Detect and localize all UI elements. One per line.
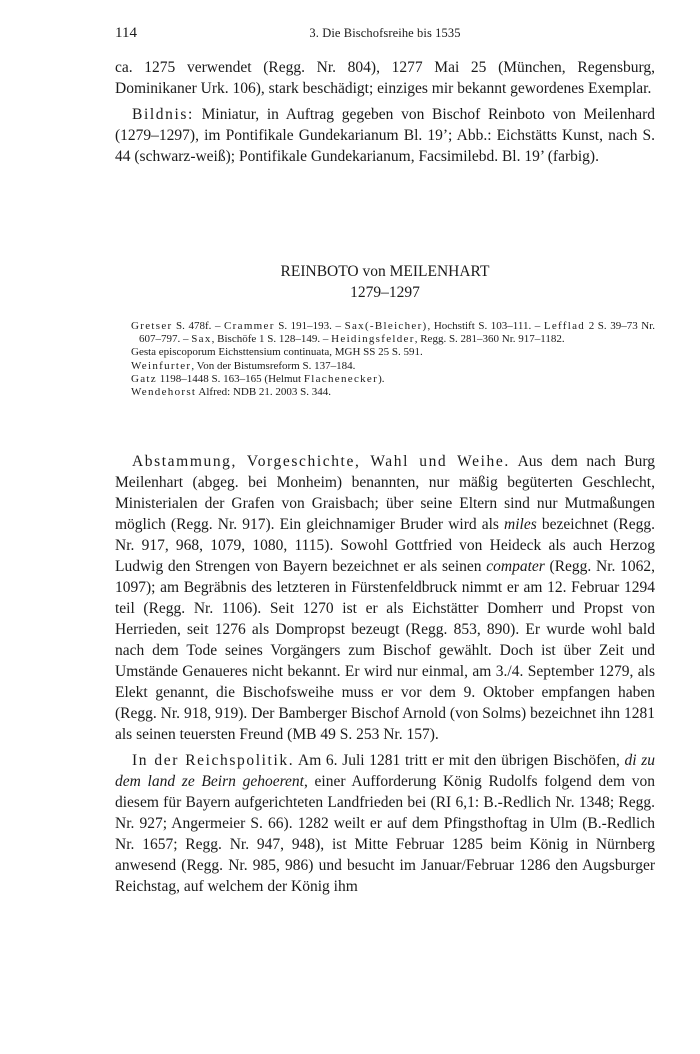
section-years: 1279–1297 bbox=[350, 284, 420, 301]
literature-line: Gretser S. 478f. – Crammer S. 191–193. – Sax(-Bleicher), Hochstift S. 103–111. – Lefflad 2 S. 39–73 Nr. 607–797. – Sax, Bischöfe 1 S. 128–149. – Heidingsfelder, Regg. S. 281–360 Nr. 917–1182. bbox=[131, 320, 656, 346]
section-title: REINBOTO von MEILENHART bbox=[280, 263, 490, 280]
literature-line: Gesta episcoporum Eichsttensium continuata, MGH SS 25 S. 591. bbox=[131, 346, 423, 359]
bildnis-paragraph bbox=[115, 104, 655, 167]
body-text bbox=[115, 451, 655, 897]
body-paragraph: Abstammung, Vorgeschichte, Wahl und Weihe. Aus dem nach Burg Meilenhart (abgeg. bei Monheim) benannten, nur mäßig begüterten Geschlecht, Ministerialen der Grafen von Graisbach; über seine Eltern sind nur Mutmaßungen möglich (Regg. Nr. 917). Ein gleichnamiger Bruder wird als miles bezeichnet (Regg. Nr. 917, 968, 1079, 1080, 1115). Sowohl Gottfried von Heideck als auch Herzog Ludwig den Strengen von Bayern bezeichnet er als seinen compater (Regg. Nr. 1062, 1097); am Begräbnis des letzteren in Fürstenfeldbruck nimmt er am 12. Februar 1294 teil (Regg. Nr. 1106). Seit 1270 ist er als Eichstätter Domherr und Propst von Herrieden, seit 1276 als Dompropst bezeugt (Regg. 853, 890). Er wurde wohl bald nach dem Tode seines Vorgängers zum Bischof gewählt. Doch ist über Zeit und Umstände Genaueres nicht bekannt. Er wird nur einmal, am 3./4. September 1279, als Elekt genannt, die Bischofsweihe muss er vor dem 9. Oktober empfangen haben (Regg. Nr. 918, 919). Der Bamberger Bischof Arnold (von Solms) bezeichnet ihn 1281 als seinen teuersten Freund (MB 49 S. 253 Nr. 157). bbox=[115, 453, 655, 743]
body-paragraph: In der Reichspolitik. Am 6. Juli 1281 tritt er mit den übrigen Bischöfen, di zu dem land ze Beirn gehoerent, einer Aufforderung König Rudolfs folgend dem von diesem für Bayern aufgerichteten Landfrieden bei (RI 6,1: B.-Redlich Nr. 1348; Regg. Nr. 927; Angermeier S. 66). 1282 weilt er auf dem Pfingsthoftag in Ulm (B.-Redlich Nr. 1657; Regg. Nr. 947, 948), ist Mitte Februar 1285 beim König in Nürnberg anwesend (Regg. Nr. 985, 986) und besucht im Januar/Februar 1286 den Augsburger Reichstag, auf welchem der König ihm bbox=[115, 752, 656, 895]
literature-block bbox=[131, 320, 655, 399]
literature-line: Gatz 1198–1448 S. 163–165 (Helmut Flachenecker). bbox=[131, 372, 385, 385]
paragraph-heading: In der Reichspolitik. bbox=[132, 752, 295, 769]
literature-line: Wendehorst Alfred: NDB 21. 2003 S. 344. bbox=[131, 386, 332, 399]
bildnis-label: Bildnis: bbox=[132, 106, 194, 123]
intro-paragraph: ca. 1275 verwendet (Regg. Nr. 804), 1277 Mai 25 (München, Regensburg, Dominikaner Urk. 106), stark beschädigt; einziges mir bekannt gewordenes Exemplar. bbox=[115, 59, 655, 97]
paragraph-heading: Abstammung, Vorgeschichte, Wahl und Weihe. bbox=[132, 453, 510, 470]
literature-line: Weinfurter, Von der Bistumsreform S. 137–184. bbox=[131, 359, 356, 372]
running-header bbox=[115, 25, 655, 45]
bildnis-text: Miniatur, in Auftrag gegeben von Bischof Reinboto von Meilenhard (1279–1297), im Pontifikale Gundekarianum Bl. 19’; Abb.: Eichstätts Kunst, nach S. 44 (schwarz-weiß); Pontifikale Gundekarianum, Facsimilebd. Bl. 19’ (farbig). bbox=[115, 106, 655, 165]
intro-block bbox=[115, 57, 655, 167]
page-number: 114 bbox=[115, 25, 137, 41]
running-title: 3. Die Bischofsreihe bis 1535 bbox=[309, 26, 461, 40]
